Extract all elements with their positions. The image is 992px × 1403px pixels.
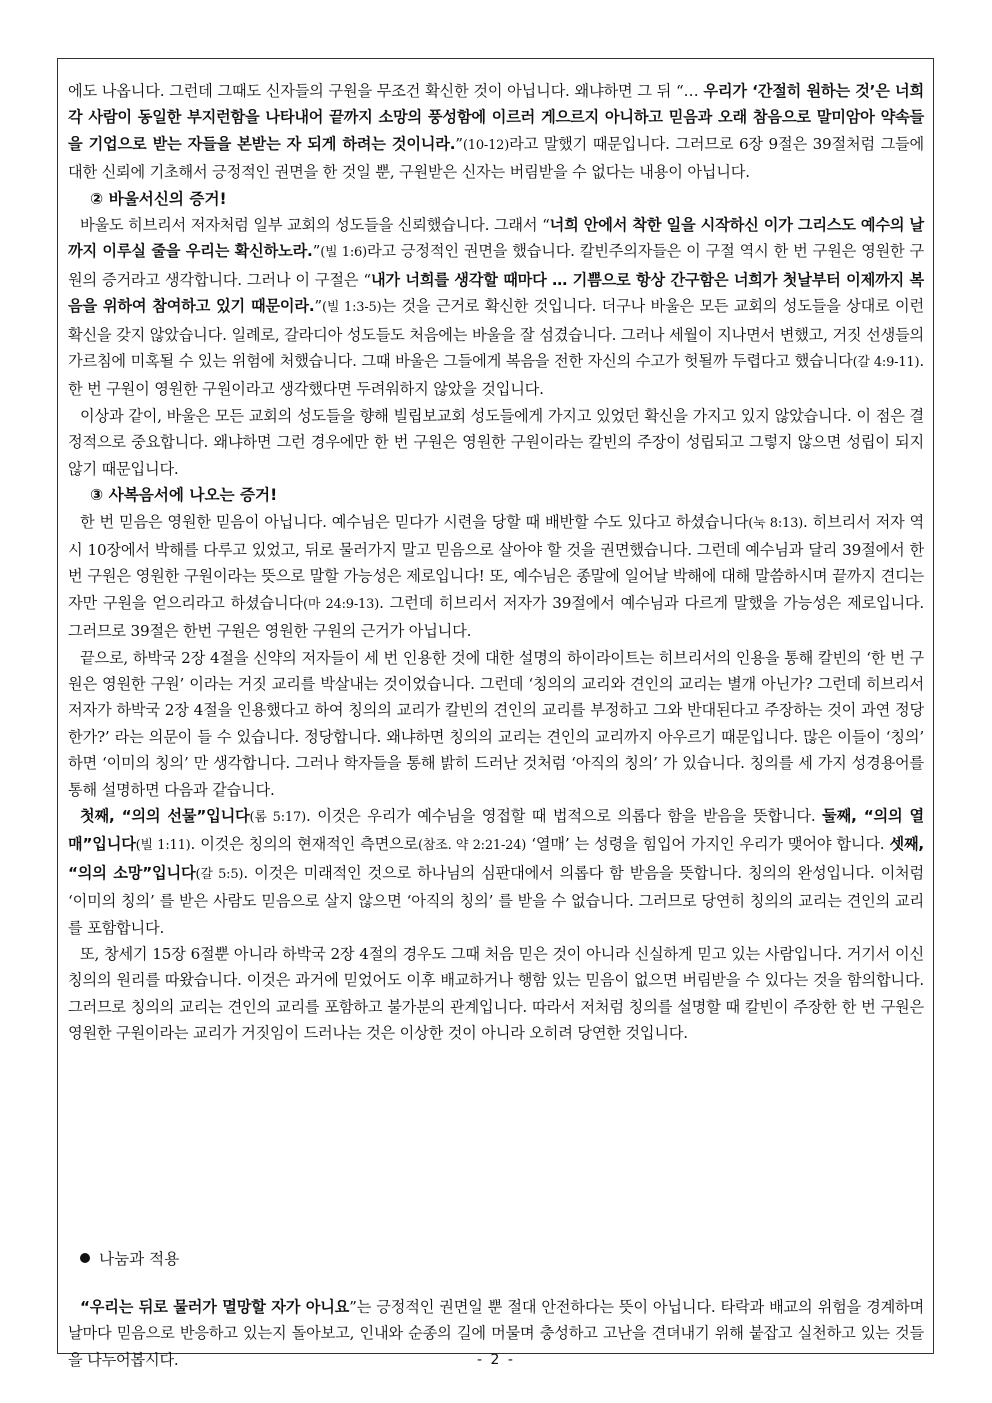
paragraph-6	[68, 803, 924, 941]
scripture-reference: (참조. 약 2:21-24)	[417, 838, 527, 854]
paragraph-3: 이상과 같이, 바울은 모든 교회의 성도들을 향해 빌립보교회 성도들에게 가지고 있었던 확신을 가지고 있지 않았습니다. 이 점은 결정적으로 중요합니다. 왜냐하면 그런 경우에만 한 번 구원은 영원한 구원이라는 칼빈의 주장이 성립되고 그렇지 않으면 성립이 되지 않기 때문입니다.	[68, 406, 924, 478]
body-text: . 히브리서 저자 역시 10장에서 박해를 다루고 있었고, 뒤로 물러가지 말고 믿음으로 살아야 할 것을 권면했습니다. 그런데 예수님과 달리 39절에서 한 번 구원은 영원한 구원이라는 뜻으로 말할 가능성은 제로입니다! 또, 예수님은 종말에 일어날 박해에 대해 말씀하시며 끝까지 견디는 자만 구원을 얻으리라고 하셨습니다	[68, 512, 925, 612]
paragraph-7: 또, 창세기 15장 6절뿐 아니라 하박국 2장 4절의 경우도 그때 처음 믿은 것이 아니라 신실하게 믿고 있는 사람입니다. 거기서 이신칭의의 원리를 따왔습니다. 이것은 과거에 믿었어도 이후 배교하거나 행함 있는 믿음이 없으면 버림받을 수 있다는 것을 함의합니다. 그러므로 칭의의 교리는 견인의 교리를 포함하고 불가분의 관계입니다. 따라서 저처럼 칭의를 설명할 때 칼빈이 주장한 한 번 구원은 영원한 구원이라는 교리가 거짓임이 드러나는 것은 이상한 것이 아니라 오히려 당연한 것입니다.	[68, 945, 924, 1043]
body-text: 바울도 히브리서 저자처럼 일부 교회의 성도들을 신뢰했습니다. 그래서 “	[80, 216, 550, 235]
body-text: 라고 말했기 때문입니다. 그러므로 6장 9절은 39절처럼 그들에 대한 신뢰에 기초해서 긍정적인 권면을 한 것일 뿐, 구원받은 신자는 버림받을 수 없다는 내용이 아닙니다.	[68, 134, 924, 182]
scripture-reference: (갈 4:9-11)	[852, 355, 920, 371]
heading-pauline-evidence: ② 바울서신의 증거!	[90, 189, 227, 208]
scripture-reference: (갈 5:5)	[195, 866, 244, 882]
body-text: ”	[314, 297, 322, 316]
emphasis-text: 둘째, “의의 열매”입니다	[68, 806, 924, 854]
emphasis-text: 너희 안에서 착한 일을 시작하신 이가 그리스도 예수의 날까지 이루실 줄을 우리는 확신하노라.	[68, 216, 924, 261]
content-box	[57, 58, 934, 1369]
body-text: . 이것은 칭의의 현재적인 측면으로	[190, 835, 418, 854]
share-title: 나눔과 적용	[99, 1250, 180, 1268]
body-text: . 이것은 미래적인 것으로 하나님의 심판대에서 의롭다 함 받음을 뜻합니다. 칭의의 완성입니다. 이처럼 ‘이미의 칭의’ 를 받은 사람도 믿음으로 살지 않으면 ‘아직의 칭의’ 를 받을 수 없습니다. 그러므로 당연히 칭의의 교리는 견인의 교리를 포함합니다.	[68, 863, 925, 937]
emphasis-text: “우리는 뒤로 물러가 멸망할 자가 아니요	[80, 1298, 350, 1316]
body-text: . 한 번 구원이 영원한 구원이라고 생각했다면 두려워하지 않았을 것입니다.	[68, 352, 924, 399]
scripture-reference: (마 24:9-13)	[302, 596, 380, 612]
bullet-icon	[80, 1253, 90, 1263]
heading-gospel-evidence: ③ 사복음서에 나오는 증거!	[90, 486, 278, 505]
body-text: . 그런데 히브리서 저자가 39절에서 예수님과 다르게 말했을 가능성은 제로입니다. 그러므로 39절은 한번 구원은 영원한 구원의 근거가 아닙니다.	[68, 593, 925, 641]
share-heading	[80, 1246, 179, 1272]
body-text: . 이것은 우리가 예수님을 영접할 때 법적으로 의롭다 함을 받음을 뜻합니다.	[305, 806, 823, 825]
body-text: 라고 긍정적인 권면을 했습니다. 칼빈주의자들은 이 구절 역시 한 번 구원은 영원한 구원의 증거라고 생각합니다. 그러나 이 구절은 “	[68, 242, 924, 289]
emphasis-text: 우리가 ‘간절히 원하는 것’은 너희 각 사람이 동일한 부지런함을 나타내어 끝까지 소망의 풍성함에 이르러 게으르지 아니하고 믿음과 오래 참음으로 말미암아 약속들을 기업으로 받는 자들을 본받는 자 되게 하려는 것이니라.	[68, 82, 924, 153]
scripture-reference: (빌 1:6)	[320, 245, 367, 261]
paragraph-5: 끝으로, 하박국 2장 4절을 신약의 저자들이 세 번 인용한 것에 대한 설명의 하이라이트는 히브리서의 인용을 통해 칼빈의 ‘한 번 구원은 영원한 구원’ 이라는 거짓 교리를 박살내는 것이었습니다. 그런데 ‘칭의의 교리와 견인의 교리는 별개 아닌가? 그런데 히브리서 저자가 하박국 2장 4절을 인용했다고 하여 칭의의 교리가 칼빈의 견인의 교리를 부정하고 그와 반대된다고 주장하는 것이 과연 정당한가?’ 라는 의문이 들 수 있습니다. 정당합니다. 왜냐하면 칭의의 교리는 견인의 교리까지 아우르기 때문입니다. 많은 이들이 ‘칭의’ 하면 ‘이미의 칭의’ 만 생각합니다. 그러나 학자들을 통해 밝히 드러난 것처럼 ‘아직의 칭의’ 가 있습니다. 칭의를 세 가지 성경용어를 통해 설명하면 다음과 같습니다.	[68, 648, 924, 799]
body-text: ‘열매’ 는 성령을 힘입어 가지인 우리가 맺어야 합니다.	[526, 835, 890, 854]
paragraph-4	[68, 509, 924, 645]
scripture-reference: (빌 1:3-5)	[322, 300, 382, 316]
page-number: - 2 -	[477, 1352, 515, 1368]
paragraph-2	[68, 212, 924, 403]
scripture-reference: (빌 1:11)	[135, 838, 191, 854]
emphasis-text: 첫째, “의의 선물”입니다	[80, 806, 250, 825]
scripture-reference: (롬 5:17)	[249, 809, 306, 825]
paragraph-1	[68, 78, 924, 186]
body-text: ”	[455, 134, 463, 153]
scripture-reference: (눅 8:13)	[748, 515, 804, 531]
body-text: ”는 긍정적인 권면일 뿐 절대 안전하다는 뜻이 아닙니다. 타락과 배교의 위험을 경계하며 날마다 믿음으로 반응하고 있는지 돌아보고, 인내와 순종의 길에 머물며 충성하고 고난을 견뎌내기 위해 붙잡고 실천하고 있는 것들을 나누어봅시다.	[68, 1298, 924, 1369]
emphasis-text: 내가 너희를 생각할 때마다 … 기쁨으로 항상 간구함은 너희가 첫날부터 이제까지 복음을 위하여 참여하고 있기 때문이라.	[68, 270, 924, 316]
scripture-reference: (10-12)	[462, 137, 510, 153]
emphasis-text: 셋째, “의의 소망”입니다	[68, 835, 924, 882]
body-text: ”	[312, 242, 321, 261]
body-text: 에도 나옵니다. 그런데 그때도 신자들의 구원을 무조건 확신한 것이 아닙니다. 왜냐하면 그 뒤 “…	[68, 82, 704, 100]
body-text: 는 것을 근거로 확신한 것입니다. 더구나 바울은 모든 교회의 성도들을 상대로 이런 확신을 갖지 않았습니다. 일례로, 갈라디아 성도들도 처음에는 바울을 잘 섬겼습니다. 그러나 세월이 지나면서 변했고, 거짓 선생들의 가르침에 미혹될 수 있는 위험에 처했습니다. 그때 바울은 그들에게 복음을 전한 자신의 수고가 헛될까 두렵다고 했습니다	[68, 297, 924, 371]
body-text: 한 번 믿음은 영원한 믿음이 아닙니다. 예수님은 믿다가 시련을 당할 때 배반할 수도 있다고 하셨습니다	[80, 512, 749, 531]
